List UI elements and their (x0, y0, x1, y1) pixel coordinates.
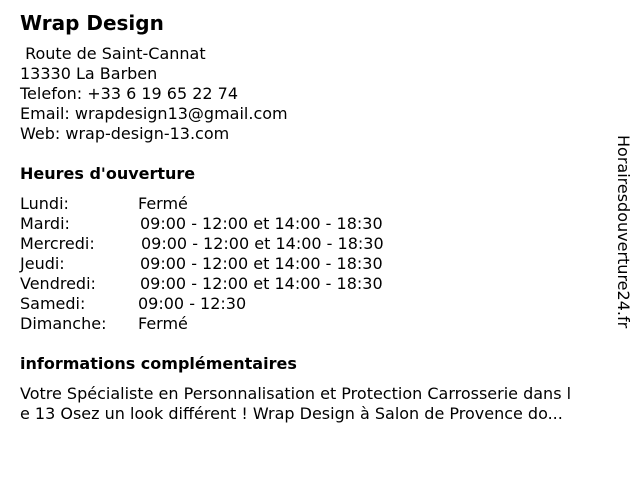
day-label: Samedi: (20, 294, 86, 313)
time-value: 09:00 - 12:00 et 14:00 - 18:30 (141, 234, 384, 253)
watermark (612, 135, 634, 345)
email-line: Email: wrapdesign13@gmail.com (20, 104, 288, 123)
time-value: Fermé (138, 314, 188, 333)
address-city: 13330 La Barben (20, 64, 158, 83)
opening-hours-heading: Heures d'ouverture (20, 164, 196, 183)
business-description (20, 384, 620, 424)
business-name: Wrap Design (20, 11, 164, 35)
time-value: 09:00 - 12:30 (138, 294, 247, 313)
day-label: Jeudi: (20, 254, 65, 273)
additional-info-heading: informations complémentaires (20, 354, 297, 373)
day-label: Lundi: (20, 194, 69, 213)
address-street: Route de Saint-Cannat (20, 44, 206, 63)
description-line: Votre Spécialiste en Personnalisation et Protection Carrosserie dans l (20, 384, 572, 403)
day-label: Dimanche: (20, 314, 107, 333)
day-label: Mercredi: (20, 234, 95, 253)
time-value: 09:00 - 12:00 et 14:00 - 18:30 (140, 274, 383, 293)
time-value: Fermé (138, 194, 188, 213)
phone-line: Telefon: +33 6 19 65 22 74 (20, 84, 239, 103)
day-label: Vendredi: (20, 274, 96, 293)
time-value: 09:00 - 12:00 et 14:00 - 18:30 (140, 214, 383, 233)
time-value: 09:00 - 12:00 et 14:00 - 18:30 (140, 254, 383, 273)
watermark-text: Horairesdouverture24.fr (614, 135, 633, 329)
contact-block (20, 44, 288, 144)
website-line: Web: wrap-design-13.com (20, 124, 230, 143)
description-line: e 13 Osez un look différent ! Wrap Design à Salon de Provence do... (20, 404, 563, 423)
day-label: Mardi: (20, 214, 70, 233)
